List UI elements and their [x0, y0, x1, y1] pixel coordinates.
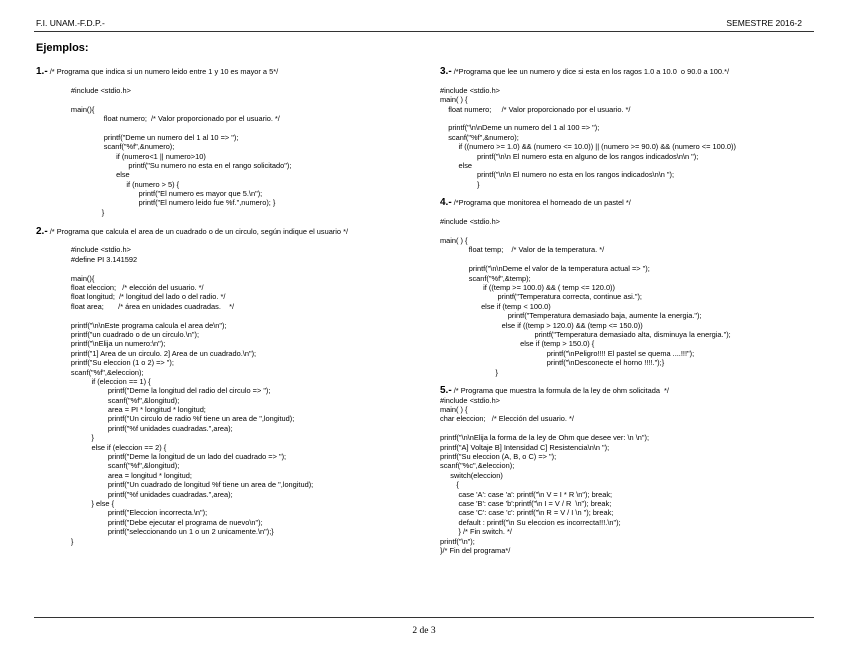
code-line: main( ) {: [440, 236, 468, 246]
code-line: }: [36, 536, 74, 546]
code-line: scanf("%f",&numero);: [440, 132, 519, 142]
code-line: printf("Su eleccion (1 o 2) => ");: [36, 358, 174, 368]
code-line: scanf("%f",&temp);: [440, 273, 531, 283]
code-line: printf("Eleccion incorrecta.\n");: [36, 508, 208, 518]
example-comment: /* Programa que muestra la formula de la ley de ohm solicitada */: [451, 386, 669, 396]
code-line: [440, 386, 736, 395]
code-line: scanf("%f",&longitud);: [36, 461, 180, 471]
code-line: scanf("%f",&numero);: [36, 142, 175, 152]
code-line: printf("%f unidades cuadradas.",area);: [36, 423, 233, 433]
code-line: scanf("%c",&eleccion);: [440, 461, 515, 471]
code-line: main( ) {: [440, 405, 468, 415]
code-line: printf("Deme la longitud de un lado del cuadrado => ");: [36, 452, 287, 462]
code-line: float numero; /* Valor proporcionado por el usuario. */: [36, 113, 280, 123]
code-line: printf("Su numero no esta en el rango solicitado");: [36, 160, 292, 170]
code-line: case 'B': case 'b':printf("\n I = V / R \n"); break;: [440, 498, 612, 508]
example-comment: /*Programa que lee un numero y dice si esta en los ragos 1.0 a 10.0 o 90.0 a 100.*/: [451, 67, 729, 76]
code-line: printf("\n\nDeme un numero del 1 al 100 => ");: [440, 123, 600, 133]
example-comment: /*Programa que monitorea el horneado de un pastel */: [451, 198, 631, 208]
code-line: case 'A': case 'a': printf("\n V = I * R \n"); break;: [440, 489, 613, 499]
left-column: [36, 67, 348, 546]
blank-line: [36, 217, 348, 226]
code-line: #include <stdio.h>: [440, 217, 500, 227]
example-number: 1.-: [36, 66, 48, 77]
header-right: SEMESTRE 2016-2: [726, 18, 802, 28]
code-line: else if (temp > 150.0) {: [440, 339, 595, 349]
code-line: [36, 227, 348, 236]
code-line: }: [440, 179, 480, 189]
code-line: }/* Fin del programa*/: [440, 545, 511, 555]
blank-line: [440, 114, 736, 123]
code-line: if (numero > 5) {: [36, 179, 180, 189]
code-line: printf("\n\n El numero esta en alguno de los rangos indicados\n\n ");: [440, 151, 699, 161]
code-line: printf("1] Area de un circulo. 2] Area de un cuadrado.\n");: [36, 348, 257, 358]
code-line: char eleccion; /* Elección del usuario. */: [440, 414, 574, 424]
code-line: #include <stdio.h>: [36, 85, 131, 95]
code-line: } else {: [36, 498, 115, 508]
code-line: float eleccion; /* elección del usuario. */: [36, 282, 204, 292]
code-line: }: [36, 207, 105, 217]
blank-line: [440, 377, 736, 386]
code-line: [440, 67, 736, 76]
code-line: printf("\nDesconecte el horno !!!!.");}: [440, 358, 665, 368]
code-line: if ((temp >= 100.0) && ( temp <= 120.0)): [440, 282, 615, 292]
code-line: area = PI * longitud * longitud;: [36, 405, 206, 415]
example-comment: /* Programa que indica si un numero leido entre 1 y 10 es mayor a 5*/: [47, 67, 279, 76]
code-line: printf("Temperatura demasiado alta, disminuya la energia.");: [440, 329, 731, 339]
code-line: printf("El numero es mayor que 5.\n");: [36, 189, 263, 199]
code-line: printf("%f unidades cuadradas.",area);: [36, 489, 233, 499]
code-line: else if (eleccion == 2) {: [36, 442, 167, 452]
code-line: float area; /* área en unidades cuadradas. */: [36, 301, 235, 311]
code-line: #include <stdio.h>: [440, 85, 500, 95]
code-line: printf("Temperatura correcta, continue asi.");: [440, 292, 642, 302]
code-line: else: [440, 160, 473, 170]
footer-rule: [34, 617, 814, 618]
code-line: main( ) {: [440, 95, 468, 105]
example-number: 4.-: [440, 197, 452, 209]
code-line: float temp; /* Valor de la temperatura. */: [440, 245, 605, 255]
code-line: switch(eleccion): [440, 470, 503, 480]
code-line: area = longitud * longitud;: [36, 470, 192, 480]
code-line: }: [440, 367, 498, 377]
code-line: else: [36, 170, 130, 180]
page-number: 2 de 3: [412, 626, 436, 636]
code-line: [440, 198, 736, 207]
header-rule: [34, 31, 814, 32]
code-line: if ((numero >= 1.0) && (numero <= 10.0)) || (numero >= 90.0) && (numero <= 100.0)): [440, 142, 736, 152]
code-line: main(){: [36, 104, 95, 114]
code-line: printf("\n\nEste programa calcula el area de\n");: [36, 320, 227, 330]
code-line: printf("Un circulo de radio %f tiene un area de ",longitud);: [36, 414, 295, 424]
code-line: default : printf("\n Su eleccion es incorrecta!!!.\n");: [440, 517, 621, 527]
code-line: float longitud; /* longitud del lado o del radio. */: [36, 292, 226, 302]
code-line: printf("un cuadrado o de un circulo.\n");: [36, 329, 199, 339]
code-line: printf("Deme la longitud del radio del circulo => ");: [36, 386, 271, 396]
code-line: printf("Deme un numero del 1 al 10 => ");: [36, 132, 239, 142]
code-line: else if (temp < 100.0): [440, 301, 551, 311]
code-line: printf("\n");: [440, 536, 475, 546]
code-line: #define PI 3.141592: [36, 254, 138, 264]
code-line: printf("\nElija un numero:\n");: [36, 339, 166, 349]
code-line: if (eleccion == 1) {: [36, 376, 151, 386]
code-line: printf("Su eleccion (A, B, o C) => ");: [440, 452, 557, 462]
example-number: 5.-: [440, 385, 452, 397]
blank-line: [36, 264, 348, 273]
blank-line: [440, 227, 736, 236]
blank-line: [440, 255, 736, 264]
blank-line: [36, 236, 348, 245]
code-line: scanf("%f",&eleccion);: [36, 367, 144, 377]
code-line: float numero; /* Valor proporcionado por el usuario. */: [440, 104, 631, 114]
page-title: Ejemplos:: [36, 42, 89, 54]
code-line: if (numero<1 || numero>10): [36, 151, 206, 161]
code-line: #include <stdio.h>: [36, 245, 131, 255]
code-line: printf("\n\nElija la forma de la ley de Ohm que desee ver: \n \n");: [440, 433, 650, 443]
code-line: printf("Temperatura demasiado baja, aumente la energia.");: [440, 311, 702, 321]
blank-line: [36, 95, 348, 104]
blank-line: [440, 208, 736, 217]
right-column: [440, 67, 736, 555]
code-line: printf("seleccionando un 1 o un 2 unicamente.\n");}: [36, 527, 274, 537]
code-line: printf("\nPeligro!!!! El pastel se quema ....!!!");: [440, 348, 695, 358]
code-line: printf("Debe ejecutar el programa de nuevo\n");: [36, 517, 263, 527]
code-line: printf("\n\nDeme el valor de la temperatura actual => ");: [440, 264, 650, 274]
code-line: printf("\n\n El numero no esta en los rangos indicados\n\n ");: [440, 170, 675, 180]
code-line: {: [440, 480, 459, 490]
code-line: case 'C': case 'c': printf("\n R = V / I \n "); break;: [440, 508, 614, 518]
header-left: F.I. UNAM.-F.D.P.-: [36, 18, 105, 28]
blank-line: [36, 76, 348, 85]
example-comment: /* Programa que calcula el area de un cuadrado o de un circulo, según indique el usuario */: [47, 226, 349, 236]
code-line: else if ((temp > 120.0) && (temp <= 150.0)): [440, 320, 643, 330]
code-line: #include <stdio.h>: [440, 395, 500, 405]
code-line: printf("Un cuadrado de longitud %f tiene un area de ",longitud);: [36, 480, 314, 490]
code-line: scanf("%f",&longitud);: [36, 395, 180, 405]
code-line: [36, 67, 348, 76]
blank-line: [440, 76, 736, 85]
blank-line: [36, 311, 348, 320]
blank-line: [440, 424, 736, 433]
code-line: printf("El numero leido fue %f.",numero); }: [36, 198, 276, 208]
code-line: } /* Fin switch. */: [440, 527, 512, 537]
code-line: main(){: [36, 273, 95, 283]
blank-line: [36, 123, 348, 132]
example-number: 2.-: [36, 225, 48, 237]
code-line: printf("A] Voltaje B] Intensidad C] Resistencia\n\n ");: [440, 442, 610, 452]
example-number: 3.-: [440, 66, 452, 77]
code-line: }: [36, 433, 94, 443]
